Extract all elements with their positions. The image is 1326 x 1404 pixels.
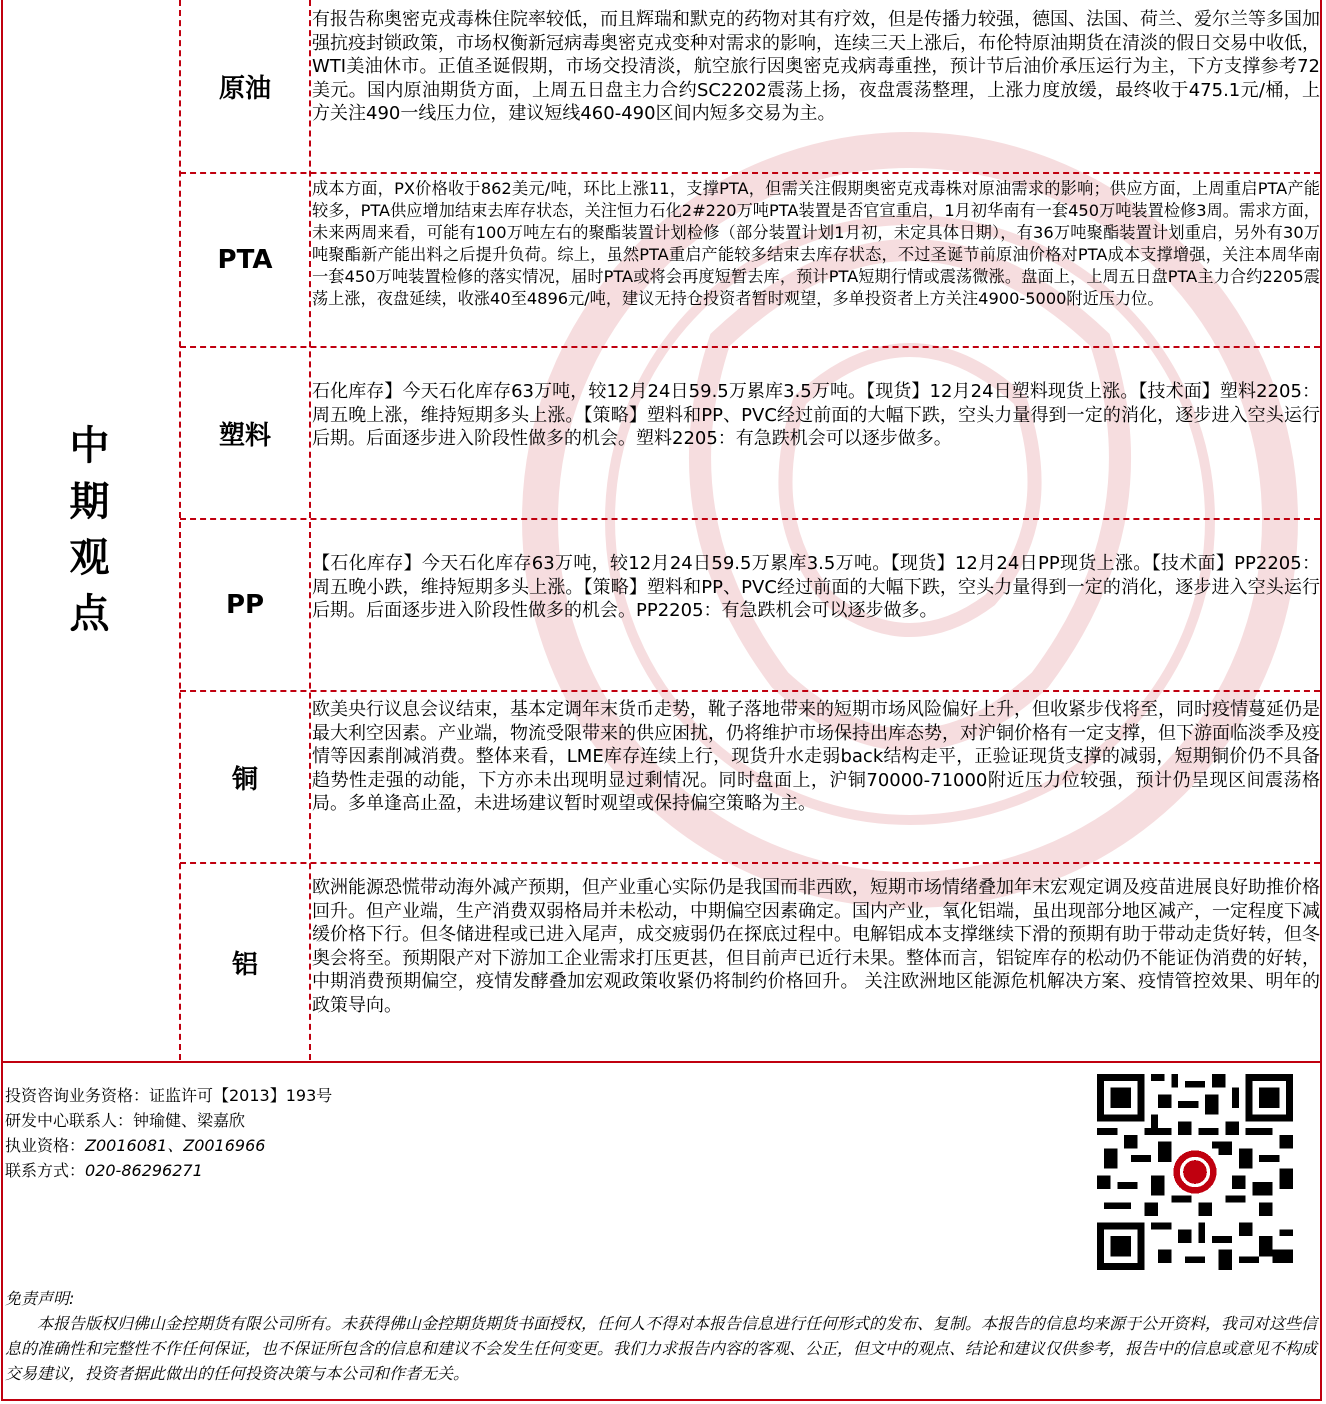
row-label-plastic: 塑料 (218, 420, 271, 451)
disclaimer-body: 本报告版权归佛山金控期货有限公司所有。未获得佛山金控期货期货书面授权，任何人不得对本报告信息进行任何形式的发布、复制。本报告的信息均来源于公开资料，我司对这些信息的准确性和完整性不作任何保证，也不保证所包含的信息和建议不会发生任何变更。我们力求报告内容的客观、公正，但文中的观点、结论和建议仅供参考，报告中的信息或意见不构成交易建议，投资者据此做出的任何投资决策与本公司和作者无关。 (5, 1314, 1318, 1383)
table-bottom-rule (3, 1061, 1321, 1063)
row-label-pta: PTA (217, 245, 273, 275)
row-label-crude-oil: 原油 (218, 73, 271, 104)
row-text-copper: 欧美央行议息会议结束，基本定调年末货币走势，靴子落地带来的短期市场风险偏好上升，但收紧步伐将至，同时疫情蔓延仍是最大利空因素。产业端，物流受限带来的供应困扰，仍将维护市场保持出库态势，对沪铜价格有一定支撑，但下游面临淡季及疫情等因素削减消费。整体来看，LME库存连续上行，现货升水走弱back结构走平，正验证现货支撑的减弱，短期铜价仍不具备趋势性走强的动能，下方亦未出现明显过剩情况。同时盘面上，沪铜70000-71000附近压力位较强，预计仍呈现区间震荡格局。多单逢高止盈，未进场建议暂时观望或保持偏空策略为主。 (312, 699, 1320, 814)
contact-block (5, 1083, 332, 1183)
row-text-crude-oil: 有报告称奥密克戎毒株住院率较低，而且辉瑞和默克的药物对其有疗效，但是传播力较强，德国、法国、荷兰、爱尔兰等多国加强抗疫封锁政策，市场权衡新冠病毒奥密克戎变种对需求的影响，连续三天上涨后，布伦特原油期货在清淡的假日交易中收低，WTI美油休市。正值圣诞假期，市场交投清淡，航空旅行因奥密克戎病毒重挫，预计节后油价承压运行为主，下方支撑参考72美元。国内原油期货方面，上周五日盘主力合约SC2202震荡上扬，夜盘震荡整理，上涨力度放缓，最终收于475.1元/桶，上方关注490一线压力位，建议短线460-490区间内短多交易为主。 (312, 9, 1320, 124)
qualification-line: 投资咨询业务资格：证监许可【2013】193号 (5, 1086, 333, 1105)
divider-label (309, 0, 311, 1060)
row-text-pp: 【石化库存】今天石化库存63万吨，较12月24日59.5万累库3.5万吨。【现货】12月24日PP现货上涨。【技术面】PP2205：周五晚小跌，维持短期多头上涨。【策略】塑料和PP、PVC经过前面的大幅下跌，空头力量得到一定的消化，逐步进入空头运行后期。后面逐步进入阶段性做多的机会。PP2205：有急跌机会可以逐步做多。 (312, 553, 1320, 621)
row-label-aluminum: 铝 (231, 949, 258, 980)
row-label-pp: PP (225, 590, 265, 620)
qr-code (1097, 1074, 1293, 1270)
disclaimer-block (5, 1286, 1317, 1386)
section-column (3, 0, 178, 1060)
row-divider (180, 690, 1320, 692)
license-line: 执业资格：Z0016081、Z0016966 (5, 1136, 266, 1155)
row-label-copper: 铜 (231, 764, 258, 795)
phone-line: 联系方式：020-86296271 (5, 1161, 203, 1180)
row-text-aluminum: 欧洲能源恐慌带动海外减产预期，但产业重心实际仍是我国而非西欧，短期市场情绪叠加年末宏观定调及疫苗进展良好助推价格回升。但产业端，生产消费双弱格局并未松动，中期偏空因素确定。国内产业，氧化铝端，虽出现部分地区减产，一定程度下减缓价格下行。但冬储进程或已进入尾声，成交疲弱仍在探底过程中。电解铝成本支撑继续下滑的预期有助于带动走货好转，但冬奥会将至。预期限产对下游加工企业需求打压更甚，但目前声已近行未果。整体而言，铝锭库存的松动仍不能证伪消费的好转，中期消费预期偏空，疫情发酵叠加宏观政策收紧仍将制约价格回升。 关注欧洲地区能源危机解决方案、疫情管控效果、明年的政策导向。 (312, 877, 1320, 1016)
section-title: 中期观点 (69, 422, 112, 637)
disclaimer-title: 免责声明: (5, 1289, 75, 1308)
row-divider (180, 172, 1320, 174)
contacts-line: 研发中心联系人：钟瑜健、梁嘉欣 (5, 1111, 246, 1130)
row-divider (180, 862, 1320, 864)
row-text-plastic: 石化库存】今天石化库存63万吨，较12月24日59.5万累库3.5万吨。【现货】12月24日塑料现货上涨。【技术面】塑料2205：周五晚上涨，维持短期多头上涨。【策略】塑料和PP、PVC经过前面的大幅下跌，空头力量得到一定的消化，逐步进入空头运行后期。后面逐步进入阶段性做多的机会。塑料2205：有急跌机会可以逐步做多。 (312, 381, 1320, 449)
row-divider (180, 518, 1320, 520)
row-text-pta: 成本方面，PX价格收于862美元/吨，环比上涨11，支撑PTA，但需关注假期奥密克戎毒株对原油需求的影响；供应方面，上周重启PTA产能较多，PTA供应增加结束去库存状态，关注恒力石化2#220万吨PTA装置是否官宣重启，1月初华南有一套450万吨装置检修3周。需求方面，未来两周来看，可能有100万吨左右的聚酯装置计划检修（部分装置计划1月初，未定具体日期），有36万吨聚酯装置计划重启，另外有30万吨聚酯新产能出料之后提升负荷。综上，虽然PTA重启产能较多结束去库存状态，不过圣诞节前原油价格对PTA成本支撑增强，关注本周华南一套450万吨装置检修的落实情况，届时PTA或将会再度短暂去库，预计PTA短期行情或震荡微涨。盘面上，上周五日盘PTA主力合约2205震荡上涨，夜盘延续，收涨40至4896元/吨，建议无持仓投资者暂时观望，多单投资者上方关注4900-5000附近压力位。 (312, 179, 1320, 309)
row-divider (180, 346, 1320, 348)
